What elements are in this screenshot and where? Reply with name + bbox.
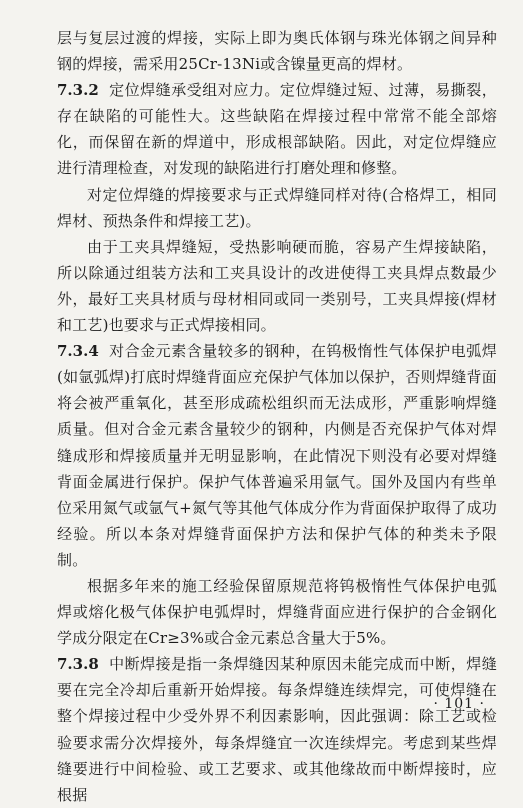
body-text [57, 25, 497, 808]
clause-7-3-8 [57, 651, 497, 808]
clause-7-3-2 [57, 77, 497, 181]
paragraph-text: 对定位焊缝的焊接要求与正式焊缝同样对待(合格焊工，相同焊材、预热条件和焊接工艺)。 [57, 185, 497, 230]
paragraph-back-shielding-limits [57, 573, 497, 651]
paragraph-tack-weld-requirements [57, 182, 497, 234]
clause-number: 7.3.4 [57, 342, 99, 361]
clause-number: 7.3.2 [57, 81, 99, 100]
paragraph-text: 根据多年来的施工经验保留原规范将钨极惰性气体保护电弧焊或熔化极气体保护电弧焊时，焊缝背面应进行保护的合金钢化学成分限定在Cr≥3%或合金元素总含量大于5%。 [57, 576, 497, 648]
clause-7-3-4 [57, 338, 497, 573]
paragraph-text: 层与复层过渡的焊接，实际上即为奥氏体钢与珠光体钢之间异种钢的焊接，需采用25Cr-13Ni或含镍量更高的焊材。 [57, 29, 497, 74]
paragraph-fixture-welds [57, 234, 497, 338]
paragraph-text: 中断焊接是指一条焊缝因某种原因未能完成而中断，焊缝要在完全冷却后重新开始焊接。每条焊缝连续焊完，可使焊缝在整个焊接过程中少受外界不利因素影响，因此强调：除工艺或检验要求需分次焊接外，每条焊缝宜一次连续焊完。考虑到某些焊缝要进行中间检验、或工艺要求、或其他缘故而中断焊接时，应根据 [57, 655, 497, 804]
paragraph-text: 对合金元素含量较多的钢种，在钨极惰性气体保护电弧焊(如氩弧焊)打底时焊缝背面应充保护气体加以保护，否则焊缝背面将会被严重氧化，甚至形成疏松组织而无法成形，严重影响焊缝质量。但对合金元素含量较少的钢种，内侧是否充保护气体对焊缝成形和焊接质量并无明显影响，在此情况下则没有必要对焊缝背面金属进行保护。保护气体普遍采用氩气。国外及国内有些单位采用氮气或氩气+氮气等其他气体成分作为背面保护取得了成功经验。所以本条对焊缝背面保护方法和保护气体的种类未予限制。 [57, 342, 497, 569]
paragraph-text: 定位焊缝承受组对应力。定位焊缝过短、过薄，易撕裂，存在缺陷的可能性大。这些缺陷在焊接过程中常常不能全部熔化，而保留在新的焊道中，形成根部缺陷。因此，对定位焊缝应进行清理检查，对发现的缺陷进行打磨处理和修整。 [57, 81, 497, 178]
page-number: · 101 · [433, 696, 485, 712]
paragraph-text: 由于工夹具焊缝短，受热影响硬而脆，容易产生焊接缺陷，所以除通过组装方法和工夹具设计的改进使得工夹具焊点数最少外，最好工夹具材质与母材相同或同一类别号，工夹具焊接(焊材和工艺)也要求与正式焊接相同。 [57, 237, 497, 335]
clause-number: 7.3.8 [57, 655, 99, 674]
paragraph-continuation [57, 25, 497, 77]
